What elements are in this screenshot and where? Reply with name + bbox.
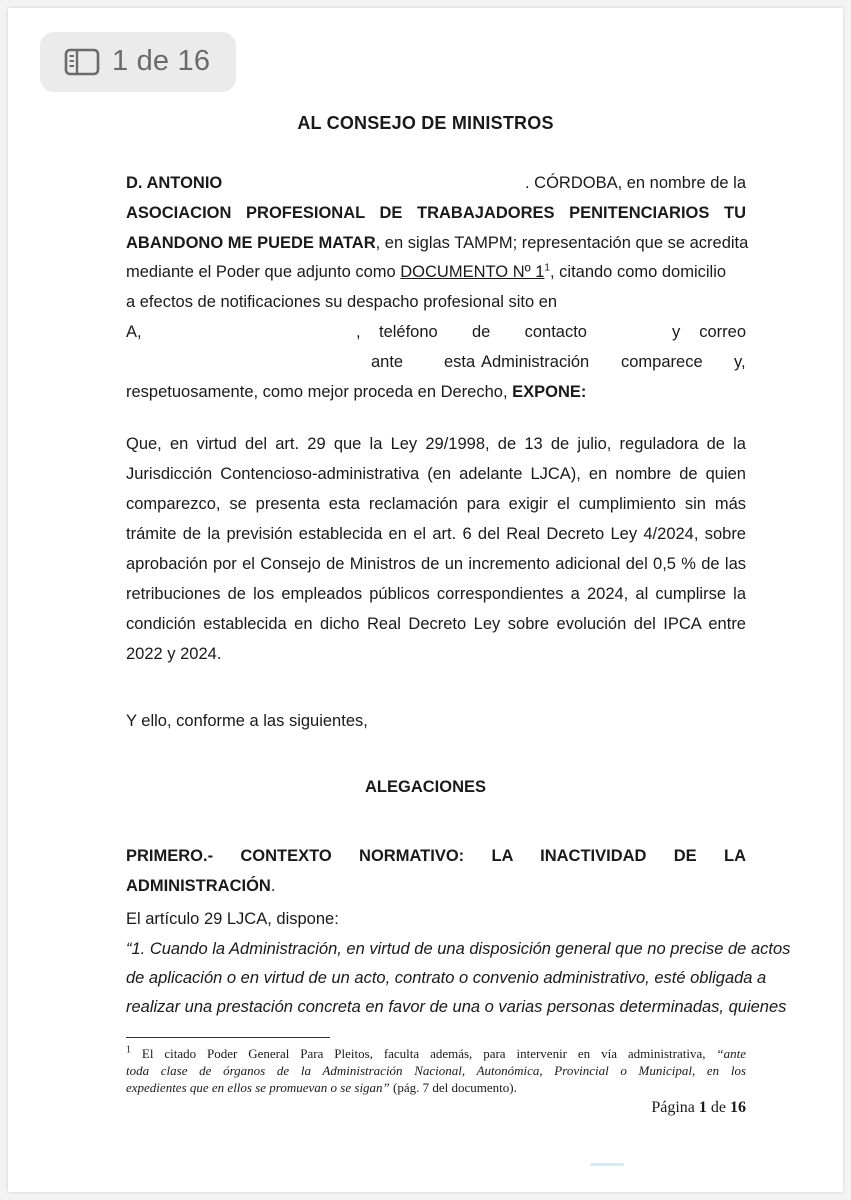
document-reference: DOCUMENTO Nº 1 — [400, 263, 545, 281]
expone-label: EXPONE: — [512, 383, 587, 401]
intro-line-7-e: y, — [734, 353, 746, 371]
footnote-line-1 — [126, 1046, 746, 1062]
footnote-line-2: toda clase de órganos de la Administración Nacional, Autonómica, Provincial o Municipal, en los — [126, 1063, 746, 1078]
intro-line-4 — [126, 262, 746, 282]
footnote-number: 1 — [126, 1044, 131, 1056]
page-number-mid: de — [706, 1099, 730, 1116]
document-title: AL CONSEJO DE MINISTROS — [297, 113, 554, 133]
para2-line-1: Que, en virtud del art. 29 que la Ley 29/1998, de 13 de julio, reguladora de la — [126, 435, 746, 453]
intro-line-4-b: , citando como domicilio — [549, 263, 727, 281]
intro-line-6-a: A, — [126, 323, 142, 341]
para2-line-5: aprobación por el Consejo de Ministros de un incremento adicional del 0,5 % de las — [126, 555, 746, 573]
scan-smudge — [590, 1163, 624, 1166]
footnote-line-1-b: “ante — [716, 1046, 746, 1061]
footnote-line-1-a: El citado Poder General Para Pleitos, faculta además, para intervenir en vía administrativa, — [131, 1046, 717, 1061]
para2-line-4: trámite de la previsión establecida en el art. 6 del Real Decreto Ley 4/2024, sobre — [126, 525, 746, 543]
footnote-ref: 1 — [544, 262, 550, 274]
sidebar-icon[interactable] — [64, 48, 100, 76]
association-line-1: ASOCIACION PROFESIONAL DE TRABAJADORES PENITENCIARIOS TU — [126, 204, 746, 222]
intro-line-6-c: teléfono de contacto — [379, 323, 587, 341]
intro-line-7-a: ante — [371, 353, 404, 371]
primero-heading-admin: ADMINISTRACIÓN — [126, 877, 271, 895]
intro-line-1 — [126, 173, 222, 193]
para2-line-2: Jurisdicción Contencioso-administrativa (en adelante LJCA), en nombre de quien — [126, 465, 746, 483]
page-indicator-badge[interactable] — [40, 32, 236, 92]
footnote-line-3-b: (pág. 7 del documento). — [389, 1080, 517, 1095]
intro-line-8-a: respetuosamente, como mejor proceda en Derecho, — [126, 383, 513, 401]
primero-heading-dot: . — [270, 877, 276, 895]
intro-line-5: a efectos de notificaciones su despacho profesional sito en — [126, 293, 558, 311]
page-number-current: 1 — [698, 1099, 707, 1116]
intro-line-6-b: , — [356, 323, 361, 341]
intro-line-3-rest: , en siglas TAMPM; representación que se acredita — [375, 234, 749, 252]
quote-line-3: realizar una prestación concreta en favor de una o varias personas determinadas, quienes — [126, 998, 787, 1016]
para2-line-8: 2022 y 2024. — [126, 645, 222, 663]
association-line-2: ABANDONO ME PUEDE MATAR — [126, 234, 376, 252]
primero-heading-line-2 — [126, 876, 275, 896]
para2-line-7: condición establecida en dicho Real Decreto Ley sobre evolución del IPCA entre — [126, 615, 746, 633]
page-number-prefix: Página — [651, 1099, 699, 1116]
intro-line-7-d: comparece — [621, 353, 703, 371]
applicant-name: D. ANTONIO — [126, 174, 223, 192]
intro-line-1-end: . CÓRDOBA, en nombre de la — [524, 174, 746, 192]
intro-line-3 — [126, 233, 749, 253]
quote-line-2: de aplicación o en virtud de un acto, contrato o convenio administrativo, esté obligada a — [126, 969, 767, 987]
para2-line-3: comparezco, se presenta esta reclamación para exigir el cumplimiento sin más — [126, 495, 746, 513]
intro-line-6-d: y correo — [672, 323, 746, 341]
quote-line-1: “1. Cuando la Administración, en virtud de una disposición general que no precise de actos — [126, 940, 791, 958]
footnote-line-3-a: expedientes que en ellos se promuevan o se sigan” — [126, 1080, 390, 1095]
page-indicator-label: 1 de 16 — [112, 45, 211, 77]
page-number-total: 16 — [730, 1099, 746, 1116]
intro-line-7-c: Administración — [481, 353, 590, 371]
intro-line-4-a: mediante el Poder que adjunto como — [126, 263, 401, 281]
intro-line-8 — [126, 382, 586, 402]
para2-line-6: retribuciones de los empleados públicos correspondientes a 2024, al cumplirse la — [126, 585, 746, 603]
footnote-line-3 — [126, 1080, 746, 1096]
conforme-line: Y ello, conforme a las siguientes, — [126, 712, 368, 730]
alegaciones-heading: ALEGACIONES — [364, 778, 486, 796]
footnote-separator — [126, 1037, 330, 1038]
page-number — [600, 1099, 746, 1117]
articulo-line: El artículo 29 LJCA, dispone: — [126, 910, 339, 928]
primero-heading-line-1: PRIMERO.- CONTEXTO NORMATIVO: LA INACTIVIDAD DE LA — [126, 847, 746, 865]
intro-line-7-b: esta — [444, 353, 476, 371]
